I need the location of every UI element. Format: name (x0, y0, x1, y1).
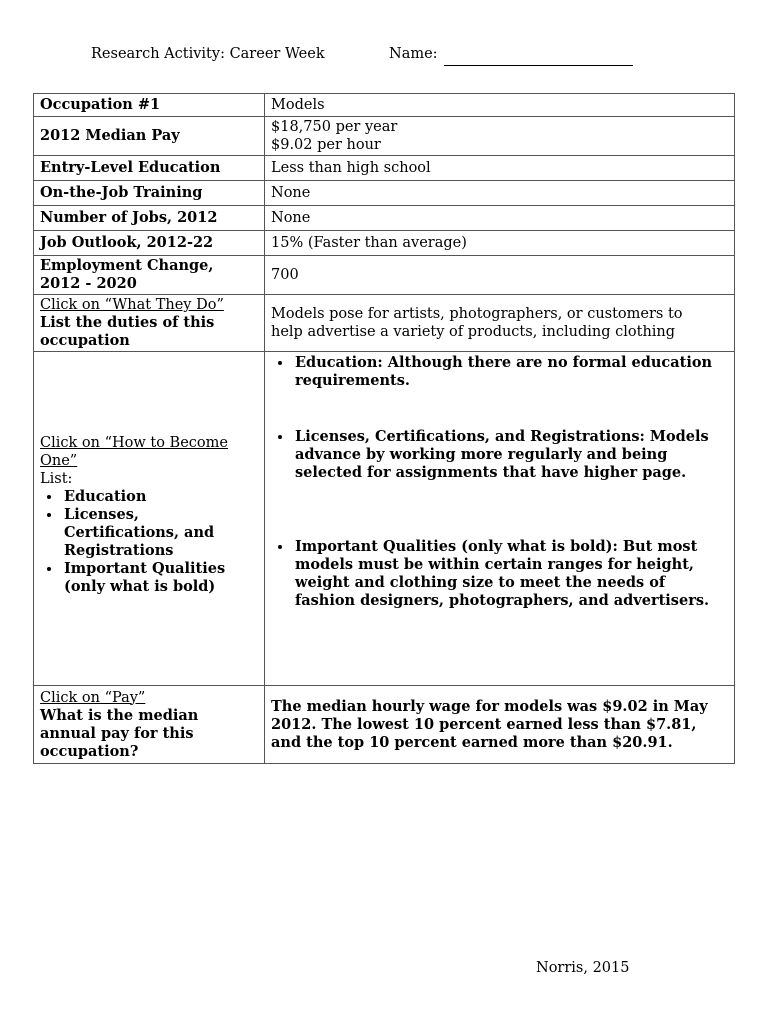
career-table (33, 93, 735, 764)
footer-credit: Norris, 2015 (536, 960, 630, 976)
table-row (34, 256, 735, 295)
name-label: Name: (389, 46, 438, 62)
what-they-do-prompt-line1: List the duties of this (40, 314, 215, 331)
what-they-do-prompt-line2: occupation (40, 332, 130, 349)
what-they-do-value (265, 295, 735, 352)
education-value: Less than high school (265, 156, 735, 181)
table-row (34, 94, 735, 117)
training-value: None (265, 181, 735, 206)
table-row (34, 156, 735, 181)
outlook-label: Job Outlook, 2012-22 (34, 231, 265, 256)
pay-prompt-line2: annual pay for this (40, 724, 194, 742)
median-pay-label: 2012 Median Pay (34, 117, 265, 156)
how-to-become-value (265, 352, 735, 686)
median-pay-yearly: $18,750 per year (271, 119, 398, 135)
table-row (34, 686, 735, 764)
list-item: • Important Qualities (only what is bold) (62, 560, 258, 596)
pay-value: The median hourly wage for models was $9.02 in May 2012. The lowest 10 percent earned less than $7.81, and the top 10 percent earned more than $20.91. (265, 686, 735, 764)
pay-prompt-line1: What is the median (40, 706, 199, 724)
worksheet-title: Research Activity: Career Week (91, 46, 325, 62)
worksheet-header (91, 46, 438, 62)
what-they-do-value-line1: Models pose for artists, photographers, or customers to (271, 306, 683, 322)
education-label: Entry-Level Education (34, 156, 265, 181)
what-they-do-link[interactable]: Click on “What They Do” (40, 297, 224, 313)
employment-change-value: 700 (265, 256, 735, 295)
how-to-become-link-line1[interactable]: Click on “How to Become (40, 435, 228, 451)
how-to-become-label (34, 352, 265, 686)
table-row (34, 231, 735, 256)
jobs-value: None (265, 206, 735, 231)
answer-education: • Education: Although there are no formal education requirements. (293, 354, 728, 428)
what-they-do-label (34, 295, 265, 352)
list-item: • Education (62, 488, 258, 506)
list-item: • Licenses, Certifications, and Registrations (62, 506, 258, 560)
table-row (34, 206, 735, 231)
answer-licenses: • Licenses, Certifications, and Registrations: Models advance by working more regularly and being selected for assignments that have higher page. (293, 428, 728, 538)
employment-change-label-line1: Employment Change, (40, 257, 214, 274)
table-row (34, 295, 735, 352)
how-to-become-list-label: List: (40, 471, 73, 487)
median-pay-value (265, 117, 735, 156)
jobs-label: Number of Jobs, 2012 (34, 206, 265, 231)
table-row (34, 117, 735, 156)
how-to-become-list (40, 488, 258, 596)
name-blank-line[interactable] (444, 65, 633, 66)
occupation-value: Models (265, 94, 735, 117)
how-to-become-link-line2[interactable]: One” (40, 453, 78, 469)
pay-link[interactable]: Click on “Pay” (40, 689, 146, 706)
how-to-become-answers (271, 354, 728, 610)
outlook-value: 15% (Faster than average) (265, 231, 735, 256)
answer-qualities: • Important Qualities (only what is bold): But most models must be within certain ranges for height, weight and clothing size to meet the needs of fashion designers, photographers, and advertisers. (293, 538, 728, 610)
median-pay-hourly: $9.02 per hour (271, 137, 381, 153)
employment-change-label-line2: 2012 - 2020 (40, 275, 137, 292)
what-they-do-value-line2: help advertise a variety of products, including clothing (271, 324, 676, 340)
employment-change-label (34, 256, 265, 295)
table-row (34, 352, 735, 686)
pay-label (34, 686, 265, 764)
occupation-label: Occupation #1 (34, 94, 265, 117)
table-row (34, 181, 735, 206)
pay-prompt-line3: occupation? (40, 742, 139, 760)
training-label: On-the-Job Training (34, 181, 265, 206)
